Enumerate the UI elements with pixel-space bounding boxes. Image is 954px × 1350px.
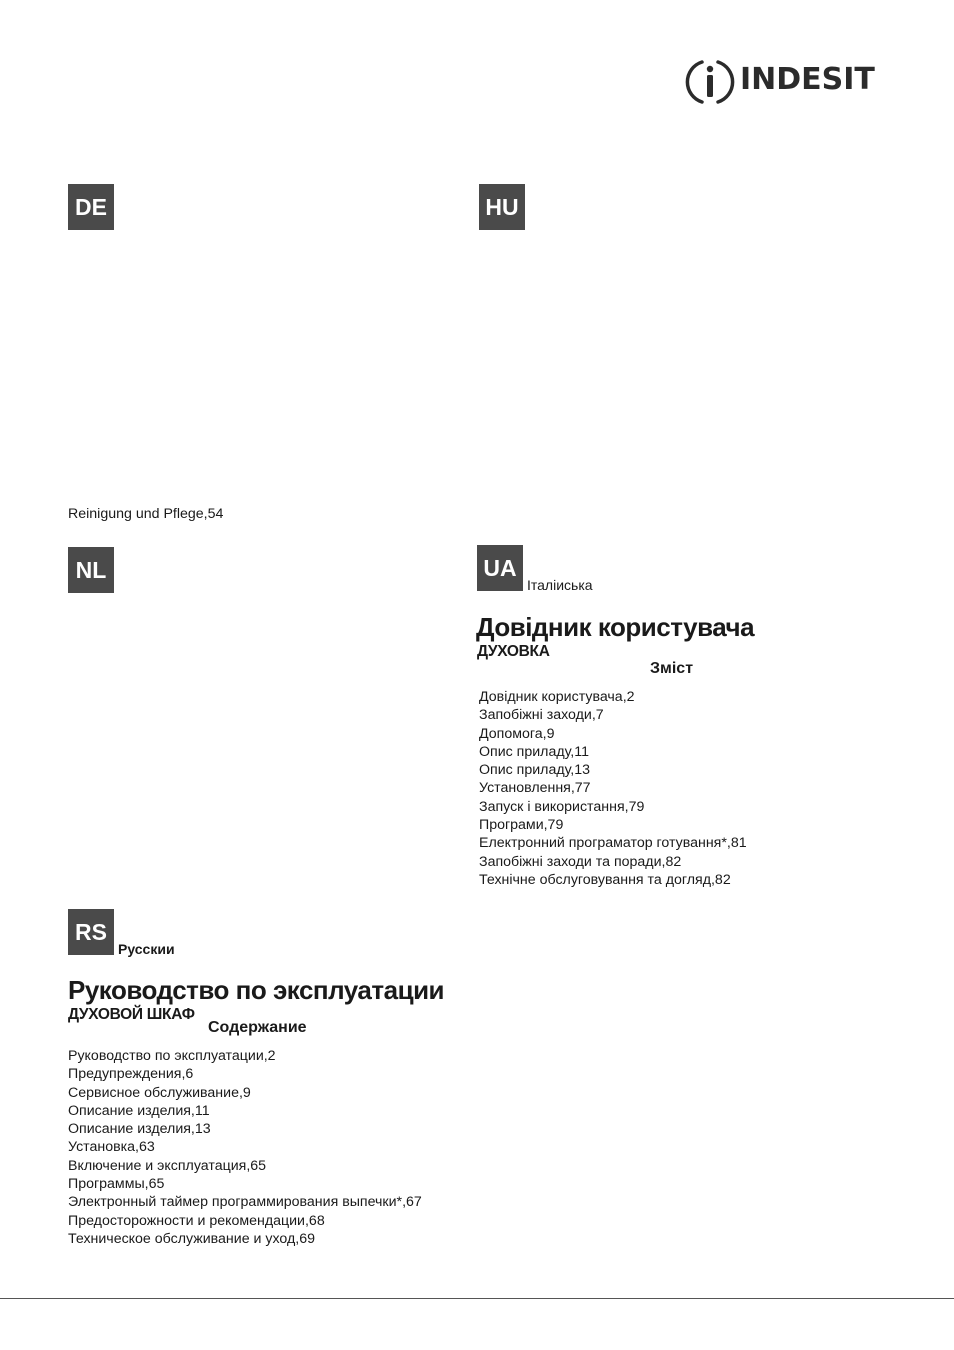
footer-divider bbox=[0, 1298, 954, 1299]
rs-toc-item: Описание изделия,11 bbox=[68, 1102, 210, 1119]
rs-toc-list bbox=[68, 1047, 422, 1248]
rs-toc-item: Сервисное обслуживание,9 bbox=[68, 1084, 251, 1101]
rs-language-label: Русскии bbox=[118, 941, 175, 957]
ua-toc-item: Опис приладу,11 bbox=[479, 743, 589, 760]
rs-contents-heading: Содержание bbox=[208, 1019, 307, 1036]
rs-toc-item: Техническое обслуживание и уход,69 bbox=[68, 1230, 315, 1247]
ua-toc-item: Запобіжні заходи,7 bbox=[479, 707, 604, 724]
rs-toc-item: Электронный таймер программирования выпечки*,67 bbox=[68, 1194, 422, 1211]
indesit-logo-icon bbox=[684, 56, 736, 108]
rs-subtitle: ДУХОВОЙ ШКАФ bbox=[68, 1006, 195, 1023]
brand-logo bbox=[684, 56, 875, 108]
rs-toc-item: Руководство по эксплуатации,2 bbox=[68, 1048, 276, 1064]
rs-toc-item: Установка,63 bbox=[68, 1139, 155, 1156]
lang-badge-de: DE bbox=[68, 184, 114, 230]
ua-language-label: Італіиська bbox=[527, 577, 593, 593]
lang-badge-hu: HU bbox=[479, 184, 525, 230]
ua-toc-item: Запобіжні заходи та поради,82 bbox=[479, 853, 682, 870]
ua-title: Довідник користувача bbox=[476, 612, 755, 642]
ua-toc-item: Запуск і використання,79 bbox=[479, 798, 645, 815]
rs-toc-item: Программы,65 bbox=[68, 1176, 165, 1193]
rs-toc-item: Предупреждения,6 bbox=[68, 1066, 194, 1083]
lang-badge-rs: RS bbox=[68, 909, 114, 955]
rs-toc-item: Предосторожности и рекомендации,68 bbox=[68, 1212, 325, 1229]
de-toc-entry: Reinigung und Pflege,54 bbox=[68, 506, 224, 522]
ua-toc-item: Допомога,9 bbox=[479, 725, 555, 742]
ua-contents-heading: Зміст bbox=[650, 660, 694, 677]
ua-subtitle: ДУХОВКА bbox=[477, 643, 550, 660]
rs-toc-item: Описание изделия,13 bbox=[68, 1121, 211, 1138]
ua-toc-item: Опис приладу,13 bbox=[479, 762, 591, 779]
ua-toc-item: Установлення,77 bbox=[479, 780, 591, 797]
rs-title: Руководство по эксплуатации bbox=[68, 975, 445, 1005]
ua-toc-item: Програми,79 bbox=[479, 817, 564, 834]
lang-badge-nl: NL bbox=[68, 547, 114, 593]
ua-toc-item: Електронний програматор готування*,81 bbox=[479, 835, 747, 852]
ua-toc-item: Технічне обслуговування та догляд,82 bbox=[479, 871, 731, 888]
brand-name: INDESIT bbox=[740, 62, 875, 97]
ua-toc-item: Довідник користувача,2 bbox=[479, 689, 635, 705]
lang-badge-ua: UA bbox=[477, 545, 523, 591]
ua-toc-list bbox=[479, 688, 747, 889]
rs-toc-item: Включение и эксплуатация,65 bbox=[68, 1157, 267, 1174]
